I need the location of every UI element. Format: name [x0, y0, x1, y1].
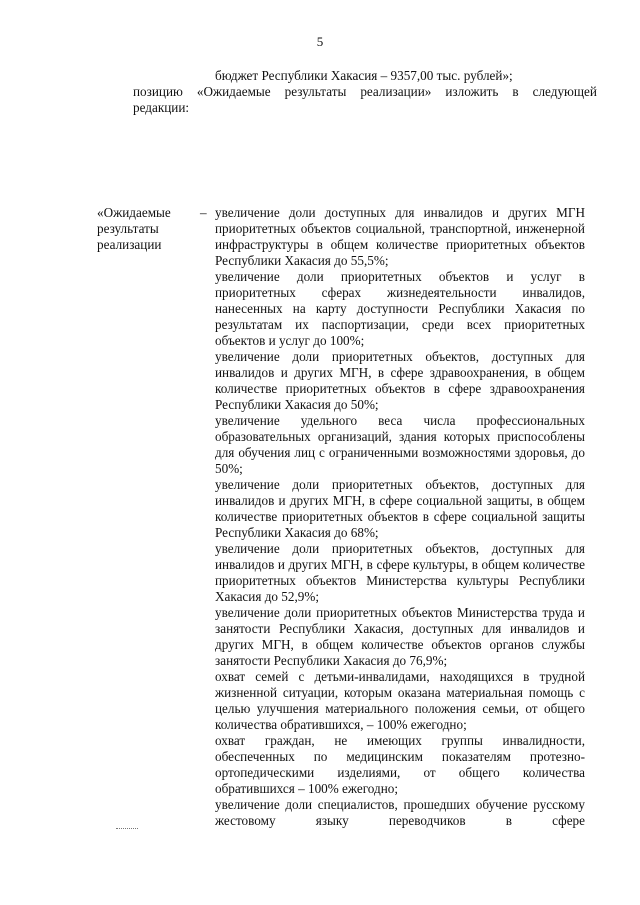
margin-mark [116, 828, 138, 830]
position-label: «Ожидаемые результаты реализации [97, 205, 171, 252]
list-item: увеличение доли приоритетных объектов, доступных для инвалидов и других МГН, в сфере культуры, в общем количестве приоритетных объектов Министерства культуры Республики Хакасия до 52,9%; [215, 541, 585, 604]
intro-word: позицию [133, 84, 183, 99]
list-item: увеличение доли приоритетных объектов и услуг в приоритетных сферах жизнедеятельности инвалидов, нанесенных на карту доступности Республики Хакасия по результатам их паспортизации, среди всех приоритетных объектов и услуг до 100%; [215, 269, 585, 348]
intro-line-2 [133, 84, 597, 100]
label-dash: – [200, 205, 207, 220]
intro-word: следующей [532, 84, 597, 99]
list-item: увеличение доли приоритетных объектов, доступных для инвалидов и других МГН, в сфере здравоохранения, в общем количестве приоритетных объектов в сфере здравоохранения Республики Хакасия до 50%; [215, 349, 585, 412]
results-list [215, 205, 585, 829]
list-item: увеличение удельного веса числа профессиональных образовательных организаций, здания которых приспособлены для обучения лиц с ограниченными возможностями здоровья, до 50%; [215, 413, 585, 476]
list-item: увеличение доли приоритетных объектов, доступных для инвалидов и других МГН, в сфере социальной защиты, в общем количестве приоритетных объектов в сфере социальной защиты Республики Хакасия до 68%; [215, 477, 585, 540]
intro-word: изложить [445, 84, 499, 99]
list-item: увеличение доли доступных для инвалидов и других МГН приоритетных объектов социальной, транспортной, инженерной инфраструктуры в общем количестве приоритетных объектов Республики Хакасия до 55,5%; [215, 205, 585, 268]
page-number: 5 [316, 34, 324, 49]
list-item: увеличение доли специалистов, прошедших обучение русскому жестовому языку переводчиков в сфере [215, 797, 585, 828]
intro-paragraph [133, 68, 597, 116]
intro-word: «Ожидаемые [196, 84, 271, 99]
intro-word: результаты [284, 84, 347, 99]
intro-word: в [512, 84, 519, 99]
list-item: охват граждан, не имеющих группы инвалидности, обеспеченных по медицинским показателям протезно-ортопедическими изделиями, от общего количества обратившихся – 100% ежегодно; [215, 733, 585, 796]
list-item: охват семей с детьми-инвалидами, находящихся в трудной жизненной ситуации, которым оказана материальная помощь с целью улучшения материального положения семьи, от общего количества обратившихся, – 100% ежегодно; [215, 669, 585, 732]
list-item: увеличение доли приоритетных объектов Министерства труда и занятости Республики Хакасия, доступных для инвалидов и других МГН, в общем количестве объектов органов службы занятости Республики Хакасия до 76,9%; [215, 605, 585, 668]
intro-line-1: бюджет Республики Хакасия – 9357,00 тыс. рублей»; [215, 68, 513, 83]
intro-line-3: редакции: [133, 100, 190, 115]
intro-word: реализации» [360, 84, 432, 99]
